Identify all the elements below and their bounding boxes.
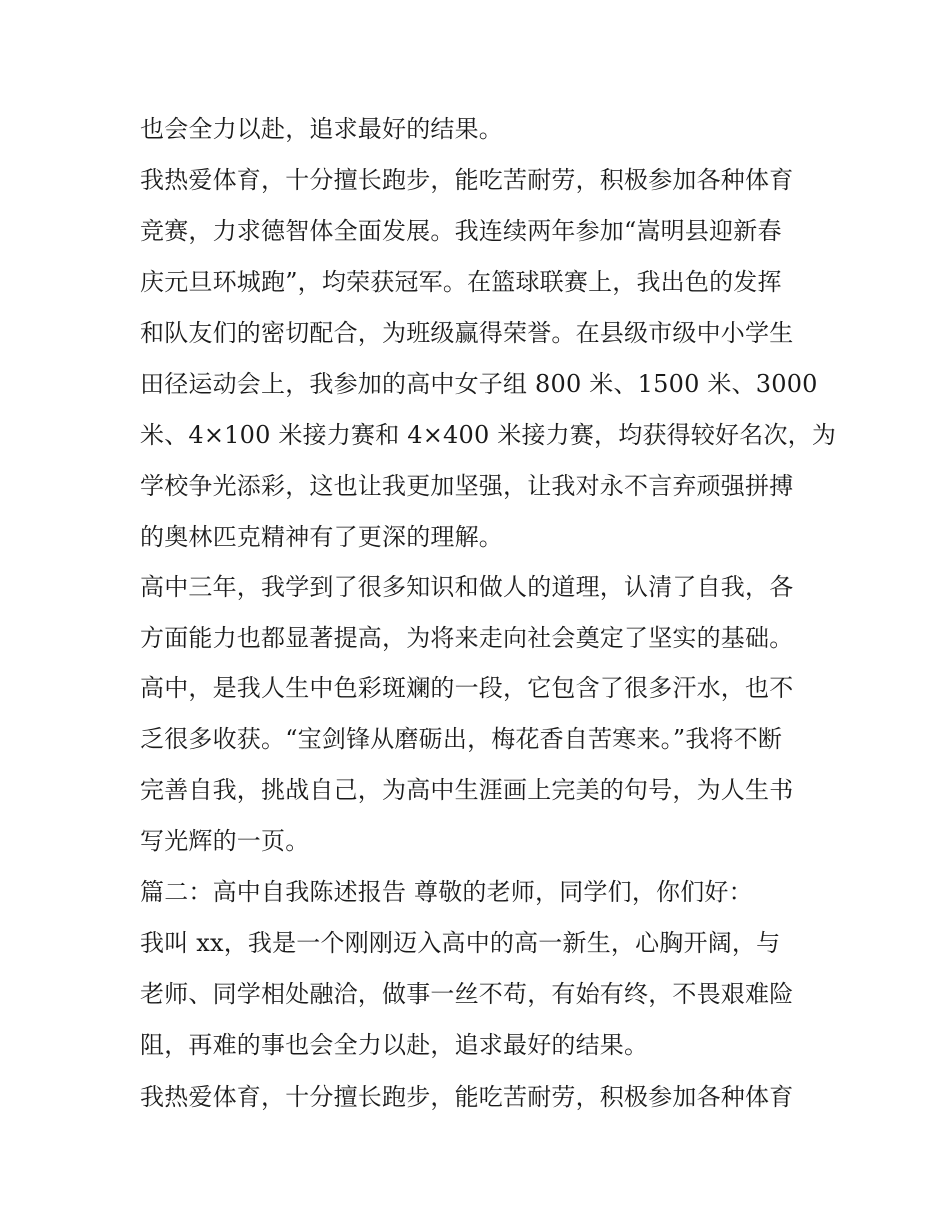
- text-line-19: 阻，再难的事也会全力以赴，追求最好的结果。: [140, 1031, 649, 1059]
- text-line-1: 也会全力以赴，追求最好的结果。: [140, 115, 503, 143]
- text-line-7: 米、4×100 米接力赛和 4×400 米接力赛，均获得较好名次，为: [140, 421, 837, 449]
- text-line-20: 我热爱体育，十分擅长跑步，能吃苦耐劳，积极参加各种体育: [140, 1083, 794, 1111]
- text-line-12: 高中，是我人生中色彩斑斓的一段，它包含了很多汗水，也不: [140, 674, 794, 702]
- text-line-9: 的奥林匹克精神有了更深的理解。: [140, 523, 503, 551]
- section-heading-line: 篇二：高中自我陈述报告 尊敬的老师，同学们，你们好：: [140, 878, 753, 906]
- text-line-18: 老师、同学相处融洽，做事一丝不苟，有始有终，不畏艰难险: [140, 980, 794, 1008]
- text-line-8: 学校争光添彩，这也让我更加坚强，让我对永不言弃顽强拼搏: [140, 472, 794, 500]
- text-line-15: 写光辉的一页。: [140, 827, 310, 855]
- text-line-14: 完善自我，挑战自己，为高中生涯画上完美的句号，为人生书: [140, 776, 794, 804]
- text-line-13: 乏很多收获。“宝剑锋从磨砺出，梅花香自苦寒来。”我将不断: [140, 725, 783, 753]
- text-line-11: 方面能力也都显著提高，为将来走向社会奠定了坚实的基础。: [140, 624, 794, 652]
- text-line-10: 高中三年，我学到了很多知识和做人的道理，认清了自我，各: [140, 573, 794, 601]
- text-line-4: 庆元旦环城跑”，均荣获冠军。在篮球联赛上，我出色的发挥: [140, 268, 782, 296]
- text-line-2: 我热爱体育，十分擅长跑步，能吃苦耐劳，积极参加各种体育: [140, 166, 794, 194]
- text-line-3: 竞赛，力求德智体全面发展。我连续两年参加“嵩明县迎新春: [140, 217, 782, 245]
- text-line-17: 我叫 xx，我是一个刚刚迈入高中的高一新生，心胸开阔，与: [140, 929, 781, 957]
- text-line-5: 和队友们的密切配合，为班级赢得荣誉。在县级市级中小学生: [140, 319, 794, 347]
- text-line-6: 田径运动会上，我参加的高中女子组 800 米、1500 米、3000: [140, 370, 818, 398]
